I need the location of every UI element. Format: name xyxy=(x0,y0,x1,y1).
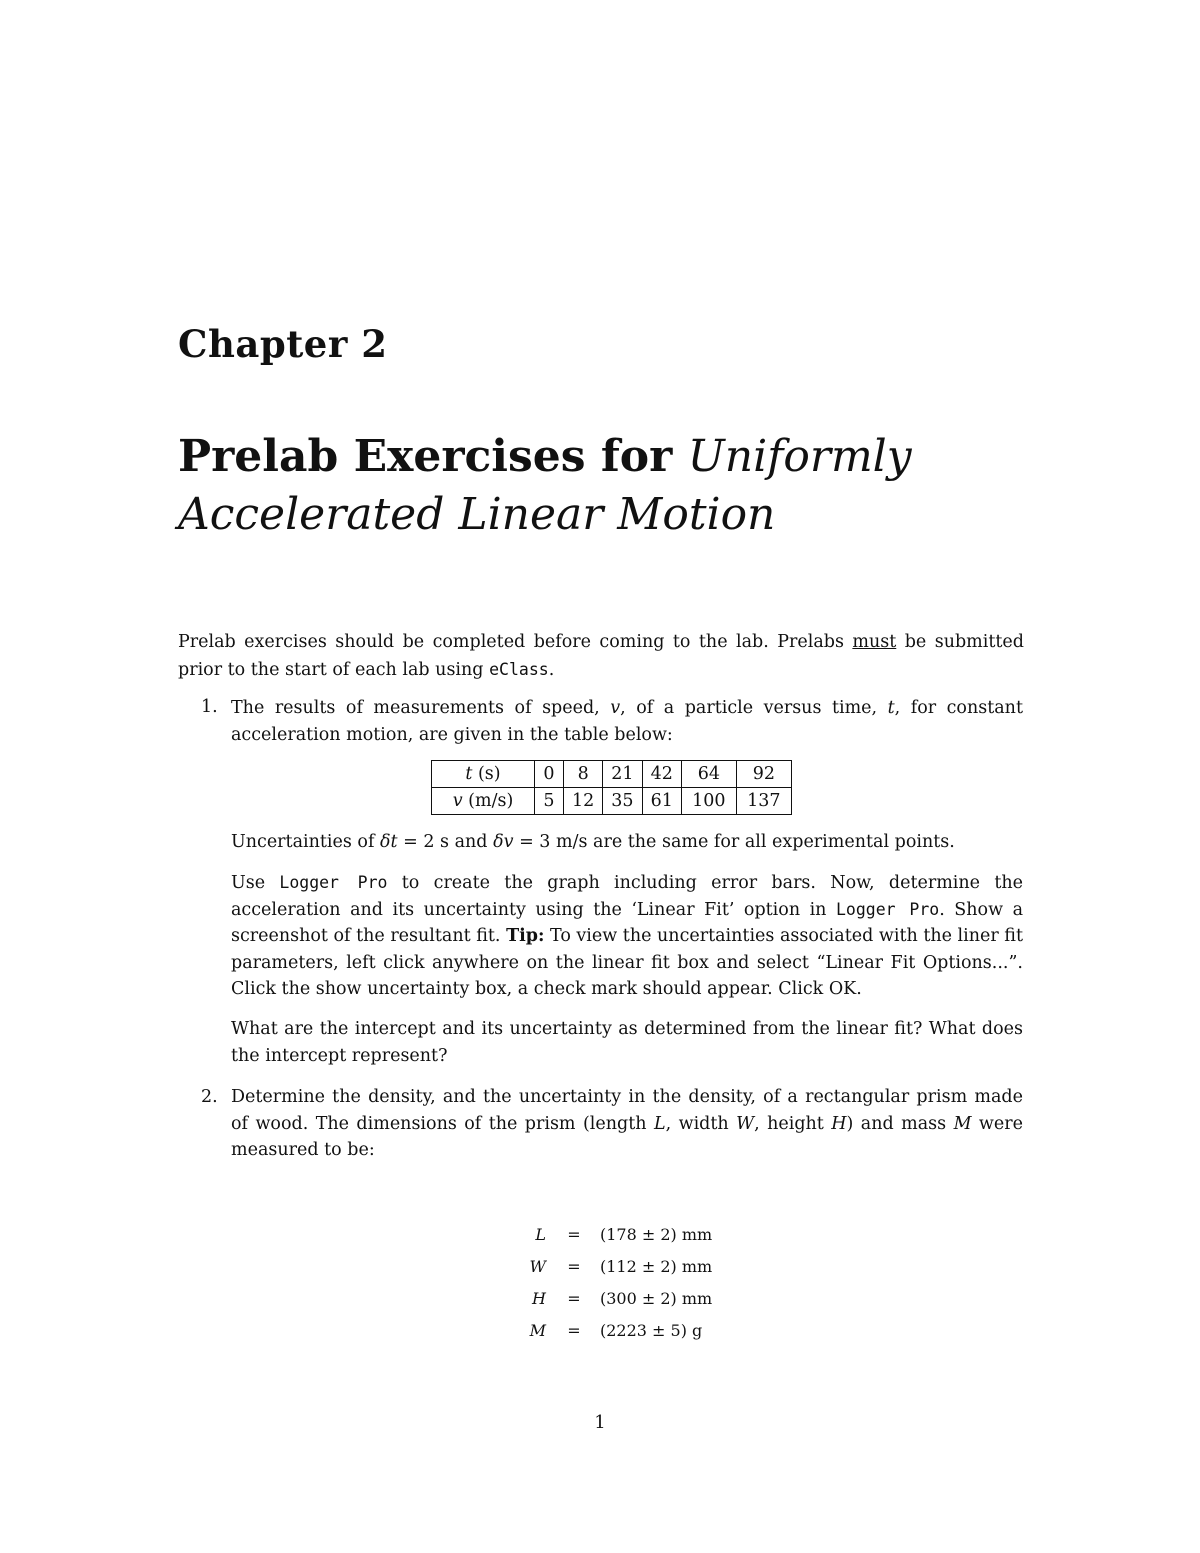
table-cell: 8 xyxy=(564,761,603,788)
table-cell: 92 xyxy=(736,761,791,788)
table-row xyxy=(432,761,792,788)
equation-row xyxy=(500,1289,760,1319)
title-italic-1: Uniformly xyxy=(687,431,912,482)
equation-row xyxy=(500,1257,760,1287)
var-t: t xyxy=(887,698,895,718)
must-underlined: must xyxy=(852,632,897,652)
equation-row xyxy=(500,1321,760,1351)
uncertainty-text xyxy=(231,829,1023,856)
instructions-text xyxy=(231,870,1023,1003)
table-cell: 5 xyxy=(535,788,564,815)
title-italic-2: Accelerated Linear Motion xyxy=(178,489,776,540)
table-row xyxy=(432,788,792,815)
label-var-v: v xyxy=(452,791,463,811)
unc-eq1: = 2 s and xyxy=(397,832,494,852)
item-1-number: 1. xyxy=(201,697,218,717)
table-row-label xyxy=(432,761,535,788)
table-cell: 64 xyxy=(681,761,736,788)
page-number: 1 xyxy=(594,1412,606,1433)
instr-b: to create the graph including error bars. Now, determine the acceleration and its uncertainty using the ‘Linear Fit’ option in xyxy=(231,873,1023,920)
intro-paragraph xyxy=(178,629,1024,684)
equation-rhs: (112 ± 2) mm xyxy=(600,1257,713,1276)
equation-lhs: W xyxy=(529,1257,546,1276)
item-1-text-b: , of a particle versus time, xyxy=(620,698,888,718)
intro-text-3: . xyxy=(548,660,555,680)
question-text: What are the intercept and its uncertainty as determined from the linear fit? What does the intercept represent? xyxy=(231,1019,1023,1066)
item-1-text-a: The results of measurements of speed, xyxy=(231,698,611,718)
table-cell: 0 xyxy=(535,761,564,788)
table-cell: 61 xyxy=(642,788,681,815)
equation-row xyxy=(500,1225,760,1255)
intro-text-2: be submitted prior to the start of each lab using xyxy=(178,632,1024,680)
equation-lhs: H xyxy=(532,1289,546,1308)
equation-rhs: (2223 ± 5) g xyxy=(600,1321,703,1340)
unc-a: Uncertainties of xyxy=(231,832,380,852)
table-cell: 100 xyxy=(681,788,736,815)
item-2-number: 2. xyxy=(201,1087,218,1107)
intro-text-1: Prelab exercises should be completed before coming to the lab. Prelabs xyxy=(178,632,853,652)
table-row-label xyxy=(432,788,535,815)
equation-sign: = xyxy=(567,1225,581,1244)
delta-v: δv xyxy=(493,832,514,852)
page-title xyxy=(178,428,1038,544)
table-cell: 12 xyxy=(564,788,603,815)
instr-d: To view the uncertainties associated with the liner fit parameters, left click anywhere on the linear fit box and select “Linear Fit Options...”. Click the show uncertainty box, a check mark should appear. Click OK. xyxy=(231,926,1023,999)
equation-rhs: (178 ± 2) mm xyxy=(600,1225,713,1244)
item-1-text xyxy=(231,695,1023,748)
equation-sign: = xyxy=(567,1321,581,1340)
instr-c: . Show a screenshot of the resultant fit. xyxy=(231,899,1023,946)
item-2-text xyxy=(231,1084,1023,1164)
var-M: M xyxy=(953,1113,972,1134)
table-cell: 21 xyxy=(603,761,642,788)
item-2-text-d: ) and mass xyxy=(846,1113,954,1134)
equation-lhs: L xyxy=(535,1225,546,1244)
table-cell: 42 xyxy=(642,761,681,788)
delta-t: δt xyxy=(379,832,398,852)
equation-rhs: (300 ± 2) mm xyxy=(600,1289,713,1308)
table-cell: 137 xyxy=(736,788,791,815)
label-unit-s: (s) xyxy=(472,764,501,784)
equation-lhs: M xyxy=(529,1321,546,1340)
var-W: W xyxy=(736,1113,755,1134)
item-2-text-b: , width xyxy=(665,1113,737,1134)
title-plain: Prelab Exercises for xyxy=(178,431,688,482)
logger-pro-name: Logger Pro xyxy=(279,873,388,892)
var-L: L xyxy=(653,1113,666,1134)
logger-pro-name: Logger Pro xyxy=(835,899,940,919)
var-v: v xyxy=(610,698,621,718)
item-2-text-a: Determine the density, and the uncertainty in the density, of a rectangular prism made of wood. The dimensions of the prism (length xyxy=(231,1087,1023,1134)
measurement-table xyxy=(431,760,792,815)
item-2-text-c: , height xyxy=(754,1113,832,1134)
item-2-text-e: were measured to be: xyxy=(231,1113,1023,1160)
instr-a: Use xyxy=(231,873,280,893)
tip-label: Tip: xyxy=(506,926,545,946)
eclass-name: eClass xyxy=(489,660,549,679)
equation-sign: = xyxy=(567,1289,581,1308)
equation-sign: = xyxy=(567,1257,581,1276)
table-cell: 35 xyxy=(603,788,642,815)
label-var-t: t xyxy=(465,764,473,784)
item-1-text-c: , for constant acceleration motion, are given in the table below: xyxy=(231,698,1023,745)
unc-eq2: = 3 m/s are the same for all experimental points. xyxy=(513,832,955,852)
var-H: H xyxy=(831,1113,847,1134)
label-unit-ms: (m/s) xyxy=(462,791,514,811)
chapter-heading: Chapter 2 xyxy=(178,322,388,366)
